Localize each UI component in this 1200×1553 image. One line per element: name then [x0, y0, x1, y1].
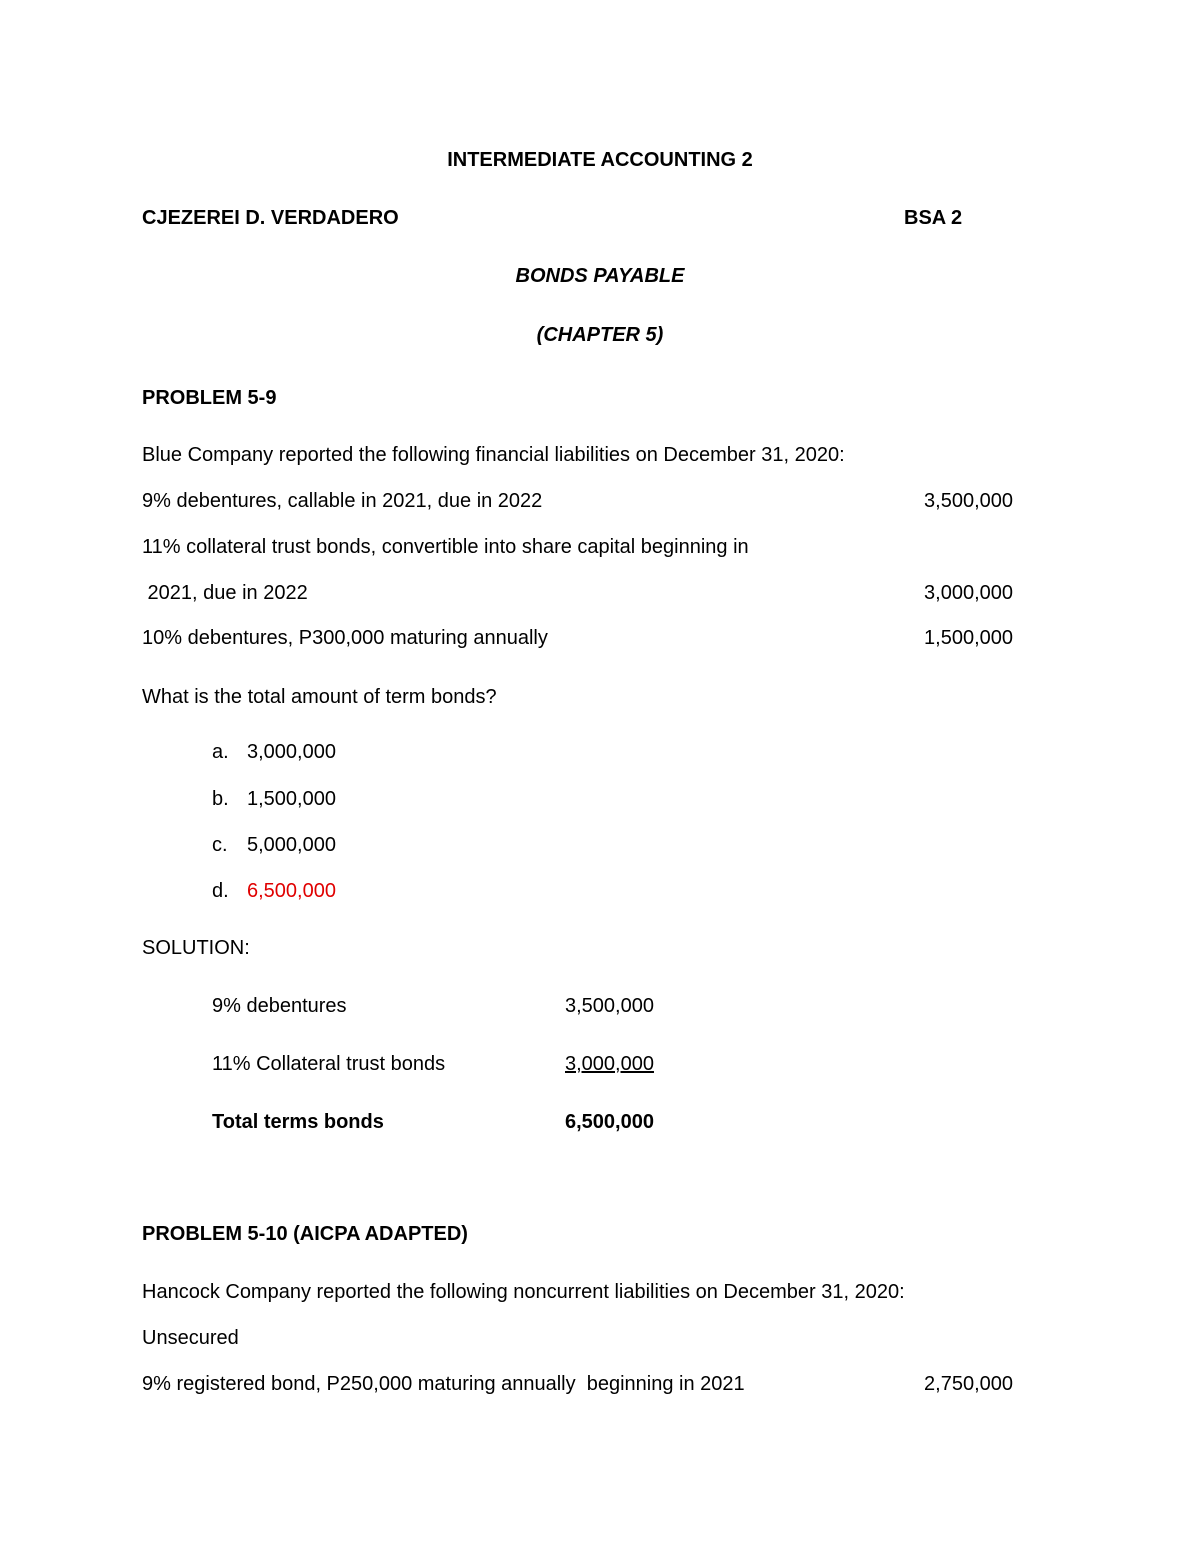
solution-row-label: 9% debentures	[212, 995, 347, 1017]
course-title: INTERMEDIATE ACCOUNTING 2	[447, 149, 753, 171]
choice-value: 3,000,000	[247, 741, 336, 763]
solution-row-label: 11% Collateral trust bonds	[212, 1053, 446, 1075]
choice-value: 1,500,000	[247, 788, 336, 810]
chapter-label: (CHAPTER 5)	[536, 324, 664, 346]
choice-letter: a.	[212, 741, 229, 763]
liability-label: 9% debentures, callable in 2021, due in 2022	[142, 490, 543, 512]
liability-amount: 2,750,000	[924, 1373, 1013, 1395]
program-label: BSA 2	[904, 207, 963, 229]
problem-5-9-intro: Blue Company reported the following financial liabilities on December 31, 2020:	[142, 444, 845, 466]
choice-letter: c.	[212, 834, 228, 856]
solution-heading: SOLUTION:	[142, 937, 250, 959]
solution-total-amount: 6,500,000	[565, 1111, 654, 1133]
problem-5-10-intro: Hancock Company reported the following noncurrent liabilities on December 31, 2020:	[142, 1281, 905, 1303]
liability-amount: 3,000,000	[924, 582, 1013, 604]
problem-5-9-question: What is the total amount of term bonds?	[142, 686, 497, 708]
student-name: CJEZEREI D. VERDADERO	[142, 207, 399, 229]
topic-title: BONDS PAYABLE	[515, 265, 685, 287]
liability-label: 10% debentures, P300,000 maturing annually	[142, 627, 548, 649]
solution-total-label: Total terms bonds	[212, 1111, 384, 1133]
solution-row-amount: 3,000,000	[565, 1053, 654, 1075]
choice-letter: d.	[212, 880, 229, 902]
solution-row-amount: 3,500,000	[565, 995, 654, 1017]
liability-label-continued: 2021, due in 2022	[142, 582, 308, 604]
liability-amount: 3,500,000	[924, 490, 1013, 512]
problem-5-10-heading: PROBLEM 5-10 (AICPA ADAPTED)	[142, 1223, 468, 1245]
problem-5-9-heading: PROBLEM 5-9	[142, 387, 277, 409]
liability-label: 11% collateral trust bonds, convertible into share capital beginning in	[142, 536, 749, 558]
liability-amount: 1,500,000	[924, 627, 1013, 649]
liability-label: 9% registered bond, P250,000 maturing annually beginning in 2021	[142, 1373, 745, 1395]
liability-category: Unsecured	[142, 1327, 239, 1349]
choice-letter: b.	[212, 788, 229, 810]
choice-value: 5,000,000	[247, 834, 336, 856]
correct-answer-value: 6,500,000	[247, 880, 336, 902]
